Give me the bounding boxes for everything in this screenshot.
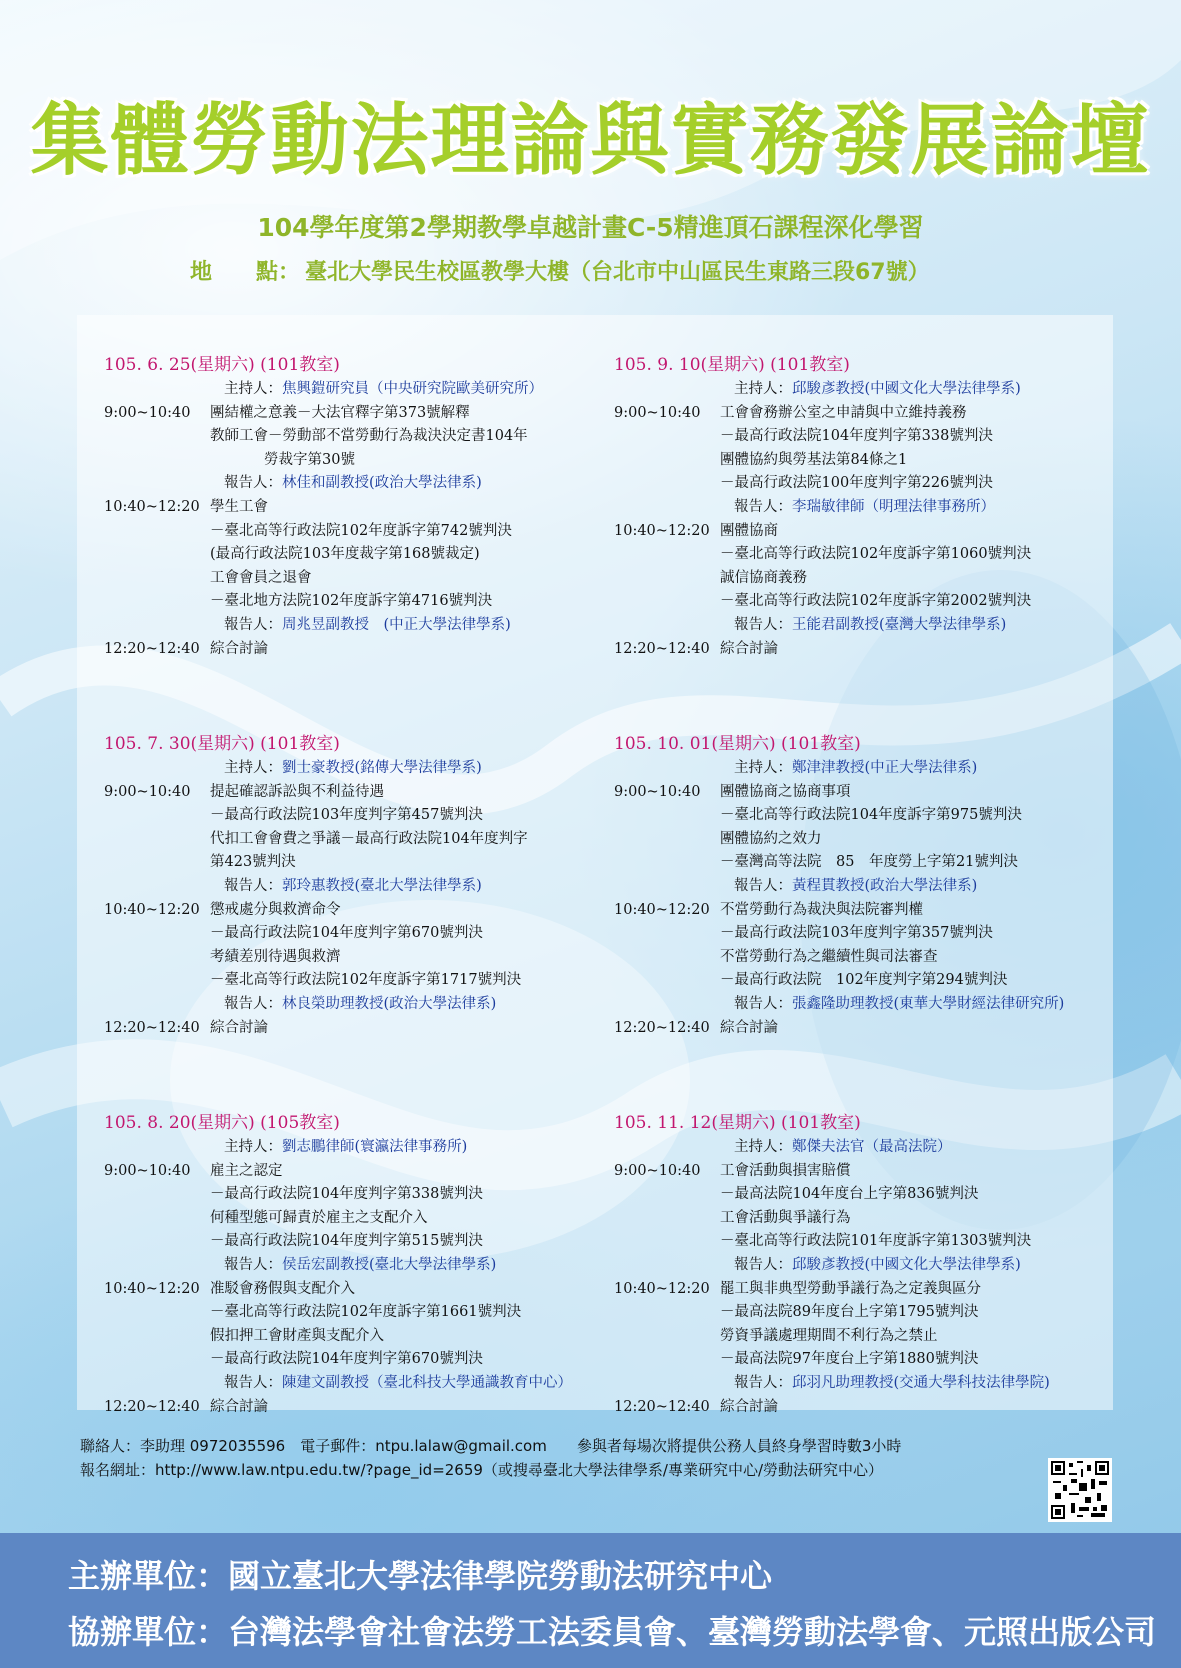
schedule-line xyxy=(614,472,1134,496)
time-slot: 12:20~12:40 xyxy=(104,640,200,657)
schedule-line xyxy=(104,804,624,828)
topic-text: －臺北高等行政法院101年度訴字第1303號判決 xyxy=(720,1233,1032,1250)
schedule-line xyxy=(614,590,1134,614)
topic-text: 綜合討論 xyxy=(720,640,778,657)
schedule-line xyxy=(104,1348,624,1372)
topic-text: －最高法院104年度台上字第836號判決 xyxy=(720,1186,979,1203)
topic-text: －最高行政法院104年度判字第338號判決 xyxy=(210,1186,483,1203)
time-slot: 10:40~12:20 xyxy=(614,522,710,539)
topic-text: －臺北高等行政法院102年度訴字第1661號判決 xyxy=(210,1304,522,1321)
topic-text: 考績差別待遇與救濟 xyxy=(210,948,341,965)
topic-text: 勞資爭議處理期間不利行為之禁止 xyxy=(720,1327,938,1344)
topic-text: －最高行政法院104年度判字第670號判決 xyxy=(210,1351,483,1368)
schedule-line xyxy=(614,638,1134,662)
schedule-line xyxy=(104,496,624,520)
session-date: 105. 9. 10(星期六) (101教室) xyxy=(614,355,850,375)
time-slot: 10:40~12:20 xyxy=(104,498,200,515)
schedule-line xyxy=(614,899,1134,923)
speaker-line xyxy=(224,1372,572,1396)
schedule-line xyxy=(104,781,624,805)
topic-text: 勞裁字第30號 xyxy=(264,451,355,468)
speaker-role: 主持人： xyxy=(734,381,792,397)
contact-info xyxy=(80,1434,1060,1482)
session-block xyxy=(614,352,1134,661)
schedule-line xyxy=(104,1396,624,1420)
schedule-line xyxy=(104,1207,624,1231)
schedule-line xyxy=(104,378,624,402)
schedule-line xyxy=(614,543,1134,567)
schedule-line xyxy=(614,1254,1134,1278)
topic-text: 工會會員之退會 xyxy=(210,569,312,586)
schedule-line xyxy=(614,1325,1134,1349)
schedule-line xyxy=(614,567,1134,591)
poster-subtitle: 104學年度第2學期教學卓越計畫C-5精進頂石課程深化學習 xyxy=(257,213,924,242)
time-slot: 10:40~12:20 xyxy=(104,1280,200,1297)
topic-text: 代扣工會會費之爭議－最高行政法院104年度判字 xyxy=(210,830,528,847)
speaker-line xyxy=(734,614,1006,638)
speaker-role: 報告人： xyxy=(734,498,792,515)
topic-text: 團體協商之協商事項 xyxy=(720,783,851,800)
organizer: 主辦單位：國立臺北大學法律學院勞動法研究中心 xyxy=(68,1557,773,1595)
topic-text: －最高行政法院104年度判字第338號判決 xyxy=(720,428,993,445)
time-slot: 12:20~12:40 xyxy=(614,1398,710,1415)
time-slot: 9:00~10:40 xyxy=(104,783,191,800)
speaker-role: 主持人： xyxy=(224,381,282,397)
contact-line: 聯絡人：李助理 0972035596 電子郵件：ntpu.lalaw@gmail.com 參與者每場次將提供公務人員終身學習時數3小時 xyxy=(80,1437,902,1455)
schedule-line xyxy=(614,828,1134,852)
session-block xyxy=(104,1110,624,1419)
topic-text: －臺北高等行政法院102年度訴字第2002號判決 xyxy=(720,593,1032,610)
topic-text: 提起確認訴訟與不利益待遇 xyxy=(210,783,384,800)
schedule-line xyxy=(614,425,1134,449)
topic-text: 准駁會務假與支配介入 xyxy=(210,1280,355,1297)
schedule-line xyxy=(614,1301,1134,1325)
schedule-line xyxy=(614,1230,1134,1254)
speaker-name: 王能君副教授(臺灣大學法律學系) xyxy=(792,616,1007,633)
speaker-role: 報告人： xyxy=(734,995,792,1012)
schedule-line xyxy=(614,993,1134,1017)
topic-text: 假扣押工會財產與支配介入 xyxy=(210,1327,384,1344)
schedule-line xyxy=(104,402,624,426)
schedule-line xyxy=(614,520,1134,544)
schedule-line xyxy=(104,993,624,1017)
co-organizer: 協辦單位：台灣法學會社會法勞工法委員會、臺灣勞動法學會、元照出版公司 xyxy=(68,1613,1157,1651)
schedule-line xyxy=(104,969,624,993)
topic-text: －臺北地方法院102年度訴字第4716號判決 xyxy=(210,593,493,610)
speaker-role: 主持人： xyxy=(224,1139,282,1155)
time-slot: 10:40~12:20 xyxy=(104,901,200,918)
schedule-line xyxy=(104,851,624,875)
qr-code-icon[interactable] xyxy=(1048,1458,1112,1522)
speaker-line xyxy=(734,378,1021,402)
topic-text: －最高行政法院103年度判字第457號判決 xyxy=(210,807,483,824)
speaker-name: 黃程貫教授(政治大學法律系) xyxy=(792,877,978,894)
schedule-line xyxy=(614,851,1134,875)
topic-text: 不當勞動行為之繼續性與司法審查 xyxy=(720,948,938,965)
schedule-line xyxy=(104,567,624,591)
speaker-name: 劉志鵬律師(寰瀛法律事務所) xyxy=(282,1139,468,1155)
schedule-line xyxy=(614,1348,1134,1372)
topic-text: －臺灣高等法院 85 年度勞上字第21號判決 xyxy=(720,854,1018,871)
speaker-name: 劉士豪教授(銘傳大學法律學系) xyxy=(282,760,482,776)
schedule-line xyxy=(104,946,624,970)
topic-text: 團體協商 xyxy=(720,522,778,539)
schedule-line xyxy=(104,590,624,614)
schedule-line xyxy=(104,1278,624,1302)
venue xyxy=(190,255,1150,286)
schedule-line xyxy=(104,922,624,946)
topic-text: 誠信協商義務 xyxy=(720,569,807,586)
topic-text: 工會活動與爭議行為 xyxy=(720,1209,851,1226)
schedule-line xyxy=(104,757,624,781)
speaker-role: 報告人： xyxy=(734,877,792,894)
session-block xyxy=(614,1110,1134,1419)
speaker-name: 邱駿彥教授(中國文化大學法律學系) xyxy=(792,381,1021,397)
schedule-line xyxy=(104,899,624,923)
speaker-line xyxy=(734,496,995,520)
schedule-line xyxy=(104,425,624,449)
time-slot: 9:00~10:40 xyxy=(104,1162,191,1179)
speaker-name: 焦興鎧研究員（中央研究院歐美研究所） xyxy=(282,381,543,397)
topic-text: 罷工與非典型勞動爭議行為之定義與區分 xyxy=(720,1280,981,1297)
topic-text: (最高行政法院103年度裁字第168號裁定) xyxy=(210,546,480,563)
speaker-name: 鄭傑夫法官（最高法院） xyxy=(792,1139,952,1155)
time-slot: 9:00~10:40 xyxy=(614,404,701,421)
session-block xyxy=(104,352,624,661)
schedule-line xyxy=(104,472,624,496)
schedule-line xyxy=(614,781,1134,805)
speaker-name: 周兆昱副教授 (中正大學法律學系) xyxy=(282,616,511,633)
topic-text: 學生工會 xyxy=(210,498,268,515)
topic-text: －臺北高等行政法院104年度訴字第975號判決 xyxy=(720,807,1022,824)
speaker-name: 鄭津津教授(中正大學法律系) xyxy=(792,760,978,776)
topic-text: 不當勞動行為裁決與法院審判權 xyxy=(720,901,923,918)
topic-text: 綜合討論 xyxy=(720,1398,778,1415)
schedule-line xyxy=(104,543,624,567)
schedule-line xyxy=(104,1230,624,1254)
topic-text: 綜合討論 xyxy=(210,640,268,657)
schedule-line xyxy=(614,1183,1134,1207)
speaker-name: 郭玲惠教授(臺北大學法律學系) xyxy=(282,877,482,894)
schedule-line xyxy=(614,1207,1134,1231)
poster-title: 集體勞動法理論與實務發展論壇 xyxy=(30,95,1151,186)
topic-text: 第423號判決 xyxy=(210,854,296,871)
speaker-name: 邱駿彥教授(中國文化大學法律學系) xyxy=(792,1256,1021,1273)
speaker-line xyxy=(734,1136,952,1160)
registration-line: 報名網址：http://www.law.ntpu.edu.tw/?page_id=2659（或搜尋臺北大學法律學系/專業研究中心/勞動法研究中心） xyxy=(80,1461,884,1479)
topic-text: －最高行政法院100年度判字第226號判決 xyxy=(720,475,993,492)
time-slot: 10:40~12:20 xyxy=(614,901,710,918)
speaker-role: 主持人： xyxy=(224,760,282,776)
schedule-line xyxy=(614,1372,1134,1396)
schedule-line xyxy=(614,1278,1134,1302)
topic-text: －臺北高等行政法院102年度訴字第1060號判決 xyxy=(720,546,1032,563)
schedule-line xyxy=(104,1325,624,1349)
speaker-line xyxy=(224,1254,496,1278)
topic-text: 懲戒處分與救濟命令 xyxy=(210,901,341,918)
topic-text: －最高行政法院103年度判字第357號判決 xyxy=(720,925,993,942)
session-block xyxy=(614,731,1134,1040)
schedule-line xyxy=(614,969,1134,993)
schedule-line xyxy=(614,496,1134,520)
footer xyxy=(0,1533,1181,1668)
schedule-line xyxy=(104,1136,624,1160)
speaker-name: 林良榮助理教授(政治大學法律系) xyxy=(282,995,497,1012)
topic-text: 團體協約之效力 xyxy=(720,830,822,847)
topic-text: －最高法院97年度台上字第1880號判決 xyxy=(720,1351,979,1368)
speaker-name: 陳建文副教授（臺北科技大學通識教育中心） xyxy=(282,1374,572,1391)
speaker-role: 主持人： xyxy=(734,1139,792,1155)
topic-text: －最高行政法院104年度判字第515號判決 xyxy=(210,1233,483,1250)
schedule-line xyxy=(614,378,1134,402)
speaker-line xyxy=(734,757,977,781)
time-slot: 9:00~10:40 xyxy=(104,404,191,421)
topic-text: －臺北高等行政法院102年度訴字第1717號判決 xyxy=(210,972,522,989)
speaker-role: 報告人： xyxy=(224,995,282,1012)
topic-text: 教師工會－勞動部不當勞動行為裁決決定書104年 xyxy=(210,428,528,445)
schedule-line xyxy=(614,804,1134,828)
speaker-line xyxy=(224,614,511,638)
speaker-line xyxy=(734,993,1064,1017)
venue-value: 臺北大學民生校區教學大樓（台北市中山區民生東路三段67號） xyxy=(305,260,930,285)
topic-text: －臺北高等行政法院102年度訴字第742號判決 xyxy=(210,522,512,539)
session-block xyxy=(104,731,624,1040)
schedule-line xyxy=(104,614,624,638)
schedule-line xyxy=(104,449,624,473)
schedule-line xyxy=(614,946,1134,970)
session-date: 105. 11. 12(星期六) (101教室) xyxy=(614,1113,861,1133)
speaker-role: 報告人： xyxy=(734,1256,792,1273)
schedule-line xyxy=(614,1017,1134,1041)
schedule-line xyxy=(104,828,624,852)
speaker-line xyxy=(734,875,977,899)
schedule-line xyxy=(614,875,1134,899)
speaker-role: 報告人： xyxy=(224,1374,282,1391)
speaker-name: 張鑫隆助理教授(東華大學財經法律研究所) xyxy=(792,995,1065,1012)
schedule-line xyxy=(104,520,624,544)
topic-text: －最高行政法院104年度判字第670號判決 xyxy=(210,925,483,942)
schedule-line xyxy=(104,1017,624,1041)
schedule-line xyxy=(614,1136,1134,1160)
speaker-line xyxy=(224,875,482,899)
topic-text: 團體協約與勞基法第84條之1 xyxy=(720,451,908,468)
topic-text: 雇主之認定 xyxy=(210,1162,283,1179)
speaker-name: 林佳和副教授(政治大學法律系) xyxy=(282,475,482,492)
schedule-line xyxy=(614,614,1134,638)
topic-text: －最高法院89年度台上字第1795號判決 xyxy=(720,1304,979,1321)
speaker-line xyxy=(224,1136,467,1160)
schedule-line xyxy=(104,875,624,899)
time-slot: 12:20~12:40 xyxy=(104,1019,200,1036)
schedule-line xyxy=(614,1160,1134,1184)
topic-text: －最高行政法院 102年度判字第294號判決 xyxy=(720,972,1008,989)
topic-text: 綜合討論 xyxy=(720,1019,778,1036)
schedule-line xyxy=(104,1254,624,1278)
topic-text: 團結權之意義－大法官釋字第373號解釋 xyxy=(210,404,470,421)
speaker-role: 報告人： xyxy=(734,1374,792,1391)
speaker-name: 邱羽凡助理教授(交通大學科技法律學院) xyxy=(792,1374,1050,1391)
session-date: 105. 8. 20(星期六) (105教室) xyxy=(104,1113,340,1133)
speaker-role: 主持人： xyxy=(734,760,792,776)
time-slot: 12:20~12:40 xyxy=(614,640,710,657)
schedule-line xyxy=(614,449,1134,473)
time-slot: 12:20~12:40 xyxy=(104,1398,200,1415)
speaker-line xyxy=(224,757,482,781)
time-slot: 10:40~12:20 xyxy=(614,1280,710,1297)
speaker-line xyxy=(734,1254,1021,1278)
speaker-line xyxy=(734,1372,1050,1396)
session-date: 105. 7. 30(星期六) (101教室) xyxy=(104,734,340,754)
speaker-role: 報告人： xyxy=(734,616,792,633)
topic-text: 工會活動與損害賠償 xyxy=(720,1162,851,1179)
venue-label: 地 點： xyxy=(190,260,301,285)
speaker-name: 李瑞敏律師（明理法律事務所） xyxy=(792,498,995,515)
schedule-line xyxy=(104,1160,624,1184)
schedule-line xyxy=(614,922,1134,946)
topic-text: 何種型態可歸責於雇主之支配介入 xyxy=(210,1209,428,1226)
schedule-line xyxy=(104,1183,624,1207)
schedule-line xyxy=(614,757,1134,781)
speaker-line xyxy=(224,993,496,1017)
speaker-role: 報告人： xyxy=(224,475,282,492)
speaker-role: 報告人： xyxy=(224,877,282,894)
time-slot: 9:00~10:40 xyxy=(614,1162,701,1179)
schedule-line xyxy=(104,638,624,662)
schedule-line xyxy=(614,1396,1134,1420)
schedule-line xyxy=(104,1301,624,1325)
speaker-role: 報告人： xyxy=(224,1256,282,1273)
speaker-line xyxy=(224,378,543,402)
session-date: 105. 6. 25(星期六) (101教室) xyxy=(104,355,340,375)
topic-text: 工會會務辦公室之申請與中立維持義務 xyxy=(720,404,967,421)
speaker-name: 侯岳宏副教授(臺北大學法律學系) xyxy=(282,1256,497,1273)
time-slot: 12:20~12:40 xyxy=(614,1019,710,1036)
speaker-line xyxy=(224,472,482,496)
topic-text: 綜合討論 xyxy=(210,1398,268,1415)
time-slot: 9:00~10:40 xyxy=(614,783,701,800)
schedule-line xyxy=(104,1372,624,1396)
topic-text: 綜合討論 xyxy=(210,1019,268,1036)
speaker-role: 報告人： xyxy=(224,616,282,633)
session-date: 105. 10. 01(星期六) (101教室) xyxy=(614,734,861,754)
schedule-line xyxy=(614,402,1134,426)
